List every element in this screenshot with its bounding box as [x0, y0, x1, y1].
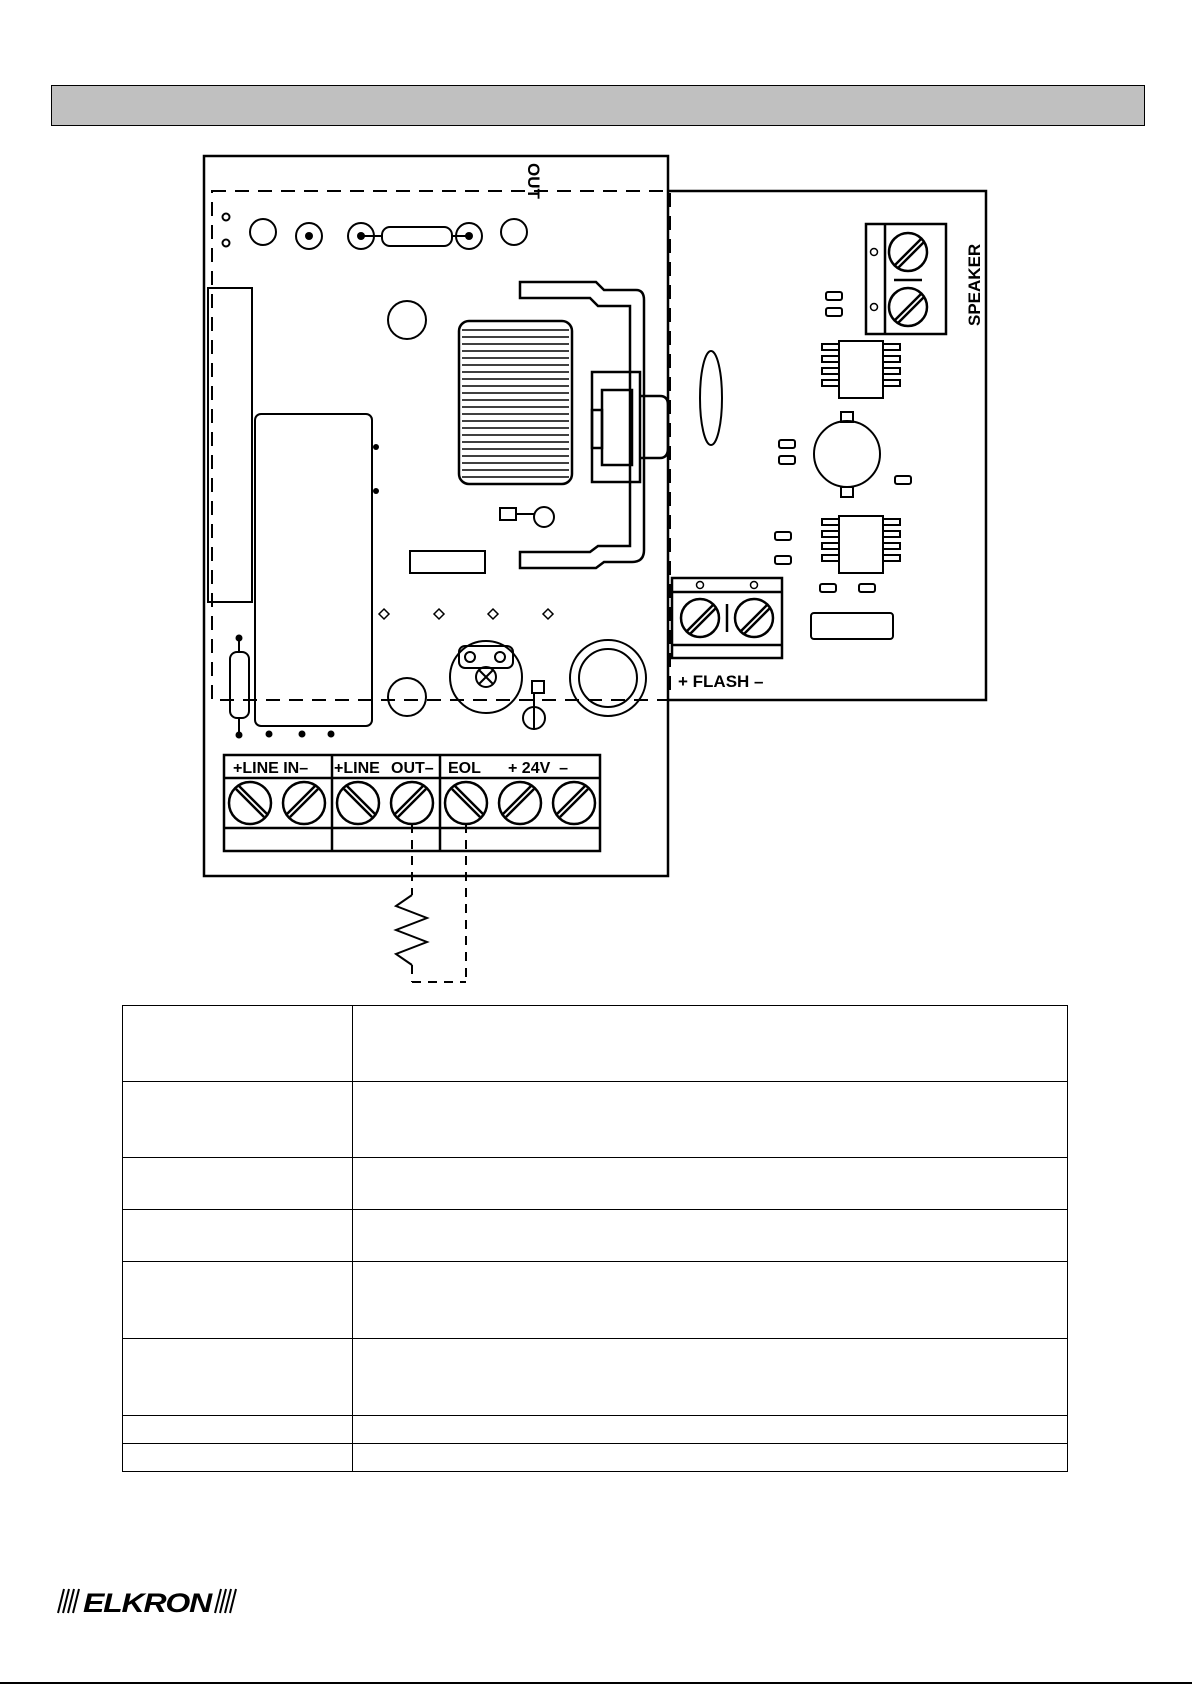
description-cell — [353, 1210, 1068, 1262]
logo-text: ELKRON — [83, 1588, 213, 1616]
table-row — [123, 1416, 1068, 1444]
elkron-logo — [55, 1586, 240, 1616]
table-row — [123, 1006, 1068, 1082]
term-cell — [123, 1262, 353, 1339]
speaker-terminal — [866, 224, 946, 334]
term-cell — [123, 1339, 353, 1416]
description-cell — [353, 1262, 1068, 1339]
term-cell — [123, 1416, 353, 1444]
relay-block — [255, 414, 372, 726]
term-cell — [123, 1082, 353, 1158]
terminal-label-line-in: +LINE IN– — [233, 760, 309, 777]
terminal-label-eol: EOL — [448, 760, 481, 777]
description-cell — [353, 1416, 1068, 1444]
capacitor-ring — [570, 640, 646, 716]
terms-table — [122, 1005, 1068, 1472]
terminal-label-24v: + 24V – — [508, 760, 569, 777]
term-cell — [123, 1006, 353, 1082]
description-cell — [353, 1082, 1068, 1158]
buzzer — [814, 412, 880, 497]
trimmer — [450, 641, 522, 713]
table-row — [123, 1210, 1068, 1262]
terminal-label-line-plus: +LINE — [334, 760, 380, 777]
flash-label: + FLASH – — [678, 672, 764, 691]
table-row — [123, 1082, 1068, 1158]
eol-resistor — [396, 895, 427, 965]
table-row — [123, 1262, 1068, 1339]
description-cell — [353, 1006, 1068, 1082]
footer-rule — [0, 1682, 1192, 1684]
flash-terminal — [672, 578, 782, 658]
speaker-label: SPEAKER — [965, 243, 984, 326]
out-label: OUT — [524, 163, 543, 199]
table-row — [123, 1339, 1068, 1416]
table-row — [123, 1444, 1068, 1472]
description-cell — [353, 1339, 1068, 1416]
table-row — [123, 1158, 1068, 1210]
description-cell — [353, 1158, 1068, 1210]
daughter-board-outline — [668, 191, 986, 700]
description-cell — [353, 1444, 1068, 1472]
term-cell — [123, 1210, 353, 1262]
heatsink — [459, 321, 572, 484]
term-cell — [123, 1158, 353, 1210]
term-cell — [123, 1444, 353, 1472]
terminal-label-out: OUT– — [391, 760, 434, 777]
